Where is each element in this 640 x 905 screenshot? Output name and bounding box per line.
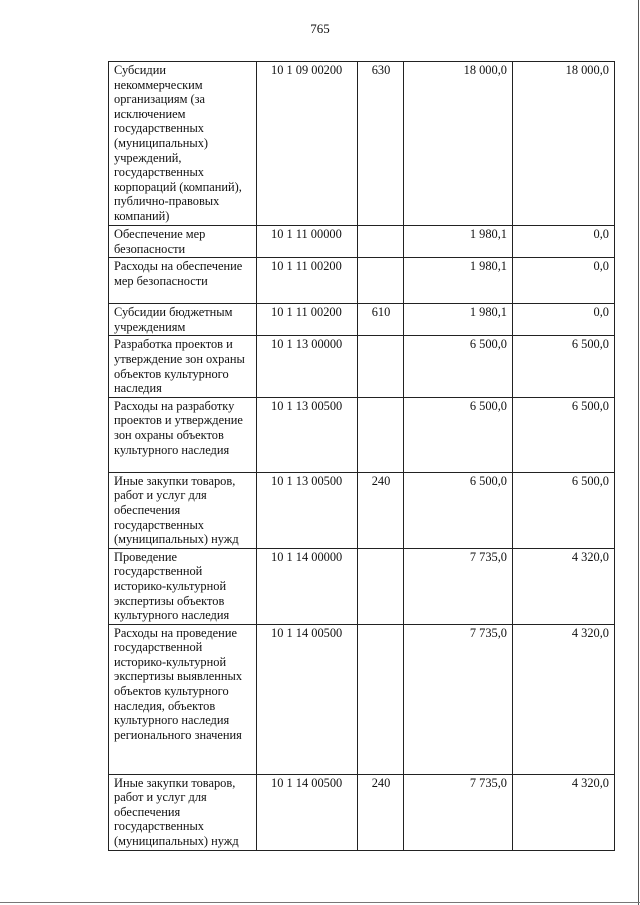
row-type-cell — [358, 624, 404, 774]
row-amount2-cell: 4 320,0 — [513, 548, 615, 624]
table-row — [109, 624, 615, 774]
row-code-cell: 10 1 13 00000 — [257, 336, 358, 397]
table-row — [109, 226, 615, 258]
row-code-cell: 10 1 14 00500 — [257, 624, 358, 774]
row-name-cell: Проведение государственной историко-культурной экспертизы объектов культурного наследия — [109, 548, 257, 624]
row-amount1-cell: 7 735,0 — [404, 624, 513, 774]
row-amount1-cell: 6 500,0 — [404, 472, 513, 548]
table-row — [109, 304, 615, 336]
row-type-cell — [358, 336, 404, 397]
row-name-cell: Иные закупки товаров, работ и услуг для обеспечения государственных (муниципальных) нужд — [109, 472, 257, 548]
row-type-cell: 630 — [358, 62, 404, 226]
row-code-cell: 10 1 13 00500 — [257, 397, 358, 472]
row-code-cell: 10 1 13 00500 — [257, 472, 358, 548]
row-amount2-cell: 4 320,0 — [513, 624, 615, 774]
row-type-cell — [358, 397, 404, 472]
row-amount2-cell: 0,0 — [513, 258, 615, 304]
scan-edge-right — [638, 0, 639, 905]
row-amount1-cell: 7 735,0 — [404, 774, 513, 850]
row-name-cell: Иные закупки товаров, работ и услуг для обеспечения государственных (муниципальных) нужд — [109, 774, 257, 850]
table-body — [109, 62, 615, 851]
row-amount2-cell: 0,0 — [513, 226, 615, 258]
page-number: 765 — [310, 21, 330, 36]
row-type-cell — [358, 226, 404, 258]
table-row — [109, 397, 615, 472]
row-code-cell: 10 1 11 00000 — [257, 226, 358, 258]
row-code-cell: 10 1 14 00000 — [257, 548, 358, 624]
row-name-cell: Расходы на обеспечение мер безопасности — [109, 258, 257, 304]
row-name-cell: Субсидии некоммерческим организациям (за исключением государственных (муниципальных) учреждений, государственных корпораций (компаний), публично-правовых компаний) — [109, 62, 257, 226]
table-row — [109, 774, 615, 850]
table-row — [109, 548, 615, 624]
budget-table — [108, 61, 615, 851]
row-amount1-cell: 1 980,1 — [404, 258, 513, 304]
row-type-cell: 610 — [358, 304, 404, 336]
row-type-cell: 240 — [358, 472, 404, 548]
row-code-cell: 10 1 14 00500 — [257, 774, 358, 850]
row-amount1-cell: 6 500,0 — [404, 397, 513, 472]
row-amount1-cell: 18 000,0 — [404, 62, 513, 226]
row-code-cell: 10 1 11 00200 — [257, 304, 358, 336]
row-type-cell: 240 — [358, 774, 404, 850]
row-amount2-cell: 0,0 — [513, 304, 615, 336]
row-amount2-cell: 4 320,0 — [513, 774, 615, 850]
row-type-cell — [358, 258, 404, 304]
row-amount2-cell: 6 500,0 — [513, 336, 615, 397]
row-name-cell: Расходы на разработку проектов и утверждение зон охраны объектов культурного наследия — [109, 397, 257, 472]
scan-edge-bottom — [0, 902, 640, 903]
row-name-cell: Обеспечение мер безопасности — [109, 226, 257, 258]
row-amount2-cell: 6 500,0 — [513, 472, 615, 548]
row-code-cell: 10 1 09 00200 — [257, 62, 358, 226]
row-name-cell: Разработка проектов и утверждение зон охраны объектов культурного наследия — [109, 336, 257, 397]
row-amount2-cell: 18 000,0 — [513, 62, 615, 226]
table-row — [109, 258, 615, 304]
row-amount1-cell: 6 500,0 — [404, 336, 513, 397]
table-row — [109, 62, 615, 226]
table-row — [109, 336, 615, 397]
row-amount1-cell: 1 980,1 — [404, 226, 513, 258]
row-name-cell: Субсидии бюджетным учреждениям — [109, 304, 257, 336]
row-type-cell — [358, 548, 404, 624]
row-code-cell: 10 1 11 00200 — [257, 258, 358, 304]
row-amount2-cell: 6 500,0 — [513, 397, 615, 472]
row-amount1-cell: 7 735,0 — [404, 548, 513, 624]
row-amount1-cell: 1 980,1 — [404, 304, 513, 336]
table-row — [109, 472, 615, 548]
row-name-cell: Расходы на проведение государственной историко-культурной экспертизы выявленных объектов культурного наследия, объектов культурного наследия регионального значения — [109, 624, 257, 774]
